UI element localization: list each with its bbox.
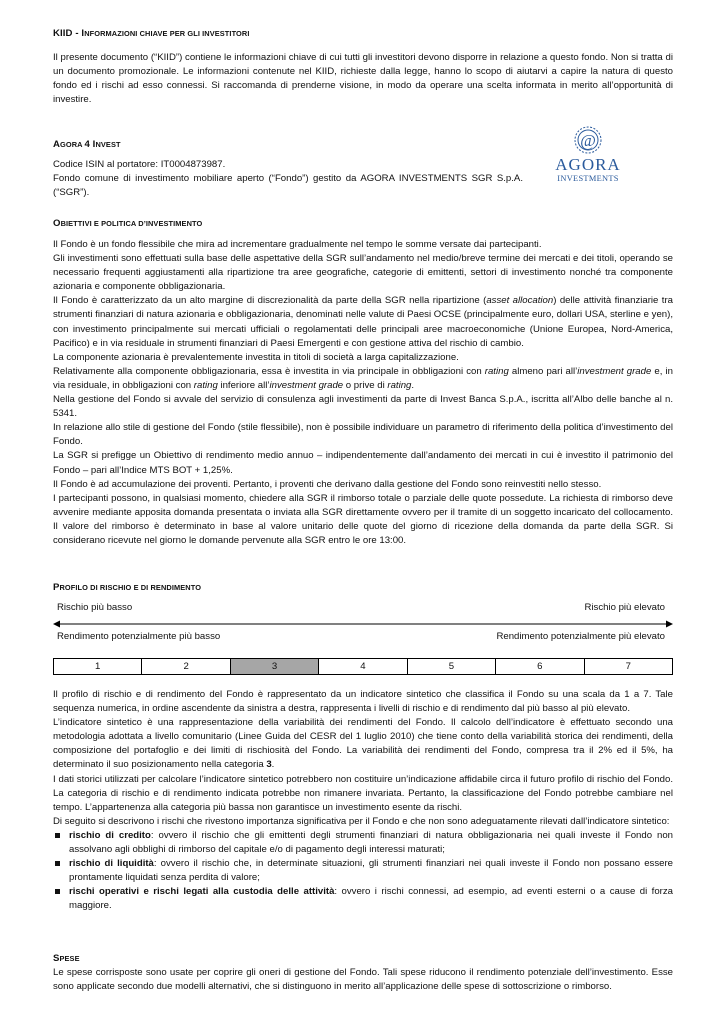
list-item	[53, 885, 673, 913]
risk-title	[53, 581, 673, 595]
objectives-p5g: inferiore all’	[217, 379, 270, 391]
agora-logo	[533, 118, 643, 190]
objectives-title-b: BIETTIVI E POLITICA D’INVESTIMENTO	[60, 219, 203, 228]
risk-scale-cell: 7	[625, 661, 631, 672]
bullet-icon	[55, 833, 60, 838]
low-risk-label: Rischio più basso	[57, 602, 133, 613]
kiid-title-rest: NFORMAZIONI CHIAVE PER GLI INVESTITORI	[84, 29, 250, 38]
high-risk-label: Rischio più elevato	[584, 602, 665, 613]
risk-title-a: P	[53, 582, 60, 593]
kiid-title	[53, 27, 673, 41]
objectives-p8: La SGR si prefigge un Obiettivo di rendimento medio annuo – indipendentemente dall’andamento dei mercati in cui è investito il patrimonio del Fondo – pari all’Indice MTS BOT + 1,25%.	[53, 450, 673, 476]
svg-text:@: @	[580, 131, 596, 150]
low-return-label: Rendimento potenzialmente più basso	[57, 631, 221, 642]
objectives-p5j: rating	[387, 379, 412, 391]
fund-title-d: NVEST	[95, 140, 121, 149]
risk-p3: I dati storici utilizzati per calcolare l’indicatore sintetico potrebbero non costituire un’indicazione affidabile circa il futuro profilo di rischio del Fondo. La categoria di rischio e di rendimento indicata potrebbe non rimanere invariata. Pertanto, la classificazione del Fondo potrebbe cambiare nel tempo. L’appartenenza alla categoria più bassa non garantisce un investimento esente da rischi.	[53, 773, 673, 813]
costs-title	[53, 952, 673, 966]
costs-title-a: S	[53, 953, 60, 964]
risk-p2c: .	[271, 759, 275, 771]
objectives-p6: Nella gestione del Fondo si avvale del servizio di consulenza agli investimenti da parte di Invest Banca S.p.A., iscritta all’Albo delle banche al n. 5341.	[53, 394, 673, 420]
objectives-p5e: e, in via residuale, in obbligazioni con	[53, 365, 673, 391]
objectives-p5a: Relativamente alla componente obbligazionaria, essa è investita in via principale in obbligazioni con	[53, 365, 485, 377]
risk-scale-cell: 5	[408, 659, 496, 674]
risk-category-value: 3	[266, 759, 272, 771]
fund-title-b: GORA	[60, 140, 85, 149]
risk-b3-bold: rischi operativi e rischi legati alla custodia delle attività	[69, 886, 335, 898]
fund-isin: Codice ISIN al portatore: IT0004873987.	[53, 159, 226, 170]
risk-scale-cell: 2	[142, 659, 230, 674]
high-return-label: Rendimento potenzialmente più elevato	[496, 631, 665, 642]
objectives-p5c: almeno pari all’	[508, 365, 578, 377]
risk-list	[53, 829, 673, 914]
risk-b2-bold: rischio di liquidità	[69, 858, 154, 870]
objectives-p3b: asset allocation	[486, 295, 554, 307]
objectives-p3c: ) delle attività finanziarie tra strumenti finanziari di natura azionaria e obbligazionaria, denominati nelle valute di Paesi OCSE (principalmente euro, dollari USA, sterline e yen), con investimento principalmente sui mercati ufficiali o regolamentati delle principali aree macroeconomiche (Unione Europea, Nord-America, Pacifico) e in via residuale in strumenti finanziari di Paesi Emergenti e con gestione attiva del rischio di cambio.	[53, 295, 673, 349]
objectives-p1: Il Fondo è un fondo flessibile che mira ad incrementare gradualmente nel tempo le somme versate dai partecipanti.	[53, 239, 542, 250]
objectives-p5k: .	[411, 379, 415, 391]
bullet-icon	[55, 889, 60, 894]
bullet-icon	[55, 861, 60, 866]
objectives-p9: Il Fondo è ad accumulazione dei proventi. Pertanto, i proventi che derivano dalla gestione del Fondo sono reinvestiti nello stesso.	[53, 478, 602, 490]
fund-title-c: 4 I	[84, 139, 96, 150]
objectives-title	[53, 217, 673, 231]
objectives-p4: La componente azionaria è prevalentemente investita in titoli di società a larga capitalizzazione.	[53, 351, 459, 363]
risk-scale-cell: 4	[319, 659, 407, 674]
costs-title-b: PESE	[59, 954, 80, 963]
objectives-p2: Gli investimenti sono effettuati sulla base delle aspettative della SGR sull’andamento nel medio/breve termine dei mercati e dei titoli, operando se necessario frequenti aggiustamenti alla ripartizione tra aree geografiche, categorie di emittenti, settori di investimento nonché tra componente azionaria e componente obbligazionaria.	[53, 253, 673, 293]
objectives-p3	[53, 294, 673, 350]
fund-title-a: A	[53, 139, 61, 150]
risk-scale-cell: 1	[54, 659, 142, 674]
objectives-body	[53, 238, 673, 548]
logo-sub: INVESTMENTS	[557, 174, 619, 183]
risk-p1: Il profilo di rischio e di rendimento del Fondo è rappresentato da un indicatore sintetico che classifica il Fondo su una scala da 1 a 7. Tale sequenza numerica, in ordine ascendente da sinistra a destra, rappresenta i livelli di rischio e di rendimento dal più basso al più elevato.	[53, 689, 673, 715]
risk-p4: Di seguito si descrivono i rischi che rivestono importanza significativa per il Fondo e che non sono adeguatamente rilevati dall’indicatore sintetico:	[53, 815, 670, 827]
risk-b3-text: : ovvero i rischi connessi, ad esempio, ad eventi esterni o a cause di forza maggiore.	[69, 886, 673, 912]
objectives-p5d: investment grade	[577, 365, 652, 377]
risk-scale-cell: 6	[496, 659, 584, 674]
risk-p2	[53, 716, 673, 772]
logo-word: AGORA	[555, 155, 621, 174]
risk-scale-cell: 3	[231, 659, 319, 674]
risk-arrow-icon	[53, 619, 673, 629]
list-item	[53, 857, 673, 885]
objectives-p5f: rating	[193, 379, 218, 391]
agora-logo-icon	[533, 118, 643, 190]
risk-b1-bold: rischio di credito	[69, 829, 151, 841]
list-item	[53, 829, 673, 857]
objectives-p5b: rating	[484, 365, 509, 377]
objectives-p3a: Il Fondo è caratterizzato da un alto margine di discrezionalità da parte della SGR nella ripartizione (	[53, 295, 487, 307]
fund-description: Fondo comune di investimento mobiliare aperto (“Fondo”) gestito da AGORA INVESTMENTS SGR S.p.A. (“SGR”).	[53, 173, 523, 199]
objectives-p5i: o prive di	[343, 379, 388, 391]
objectives-title-a: O	[53, 218, 61, 229]
objectives-p5	[53, 365, 673, 393]
objectives-p10: I partecipanti possono, in qualsiasi momento, chiedere alla SGR il rimborso totale o parziale delle quote possedute. La richiesta di rimborso deve avvenire mediante apposita domanda presentata o inviata alla SGR direttamente ovvero per il tramite di un soggetto incaricato del collocamento. Il valore del rimborso è determinato in base al valore unitario delle quote del giorno di ricezione della domanda da parte della SGR. Si considerano ricevute nel giorno le domande pervenute alla SGR entro le ore 13:00.	[53, 492, 673, 546]
objectives-p5h: investment grade	[269, 379, 344, 391]
kiid-intro: Il presente documento (“KIID”) contiene le informazioni chiave di cui tutti gli investitori devono disporre in relazione a questo fondo. Non si tratta di un documento promozionale. Le informazioni contenute nel KIID, richieste dalla legge, hanno lo scopo di aiutarvi a capire la natura di questo fondo ed i rischi ad esso connessi. Si raccomanda di prenderne visione, in modo da operare una scelta informata in merito all’opportunità di investire.	[53, 52, 673, 106]
risk-body	[53, 688, 673, 914]
risk-b1-text: : ovvero il rischio che gli emittenti degli strumenti finanziari di natura obbligazionaria nei quali investe il Fondo non assolvano agli obblighi di rimborso del capitale e/o di pagamento degli interessi maturati;	[69, 829, 673, 856]
risk-b2-text: : ovvero il rischio che, in determinate situazioni, gli strumenti finanziari nei quali investe il Fondo non possano essere prontamente liquidati senza perdita di valore;	[69, 858, 673, 884]
objectives-p7: In relazione allo stile di gestione del Fondo (stile flessibile), non è possibile individuare un parametro di riferimento della politica d’investimento del Fondo.	[53, 422, 673, 448]
risk-p2a: L’indicatore sintetico è una rappresentazione della variabilità dei rendimenti del Fondo. Il calcolo dell’indicatore è effettuato secondo una metodologia adottata a livello comunitario (Linee Guida del CESR del 1 luglio 2010) che tiene conto della variabilità storica dei rendimenti, della composizione del portafoglio e dei limiti di rischiosità del Fondo. La variabilità dei rendimenti del Fondo, compresa tra il 2% ed il 5%, ha determinato il suo posizionamento nella categoria	[53, 717, 673, 771]
risk-scale	[53, 658, 673, 675]
risk-title-b: ROFILO DI RISCHIO E DI RENDIMENTO	[59, 583, 202, 592]
kiid-title-main: KIID - I	[53, 28, 85, 39]
costs-p1: Le spese corrisposte sono usate per coprire gli oneri di gestione del Fondo. Tali spese riducono il rendimento potenziale dell’investimento. Esse sono applicate secondo due modelli alternativi, che si distinguono in merito all’applicazione delle spese di sottoscrizione o rimborso.	[53, 967, 673, 993]
